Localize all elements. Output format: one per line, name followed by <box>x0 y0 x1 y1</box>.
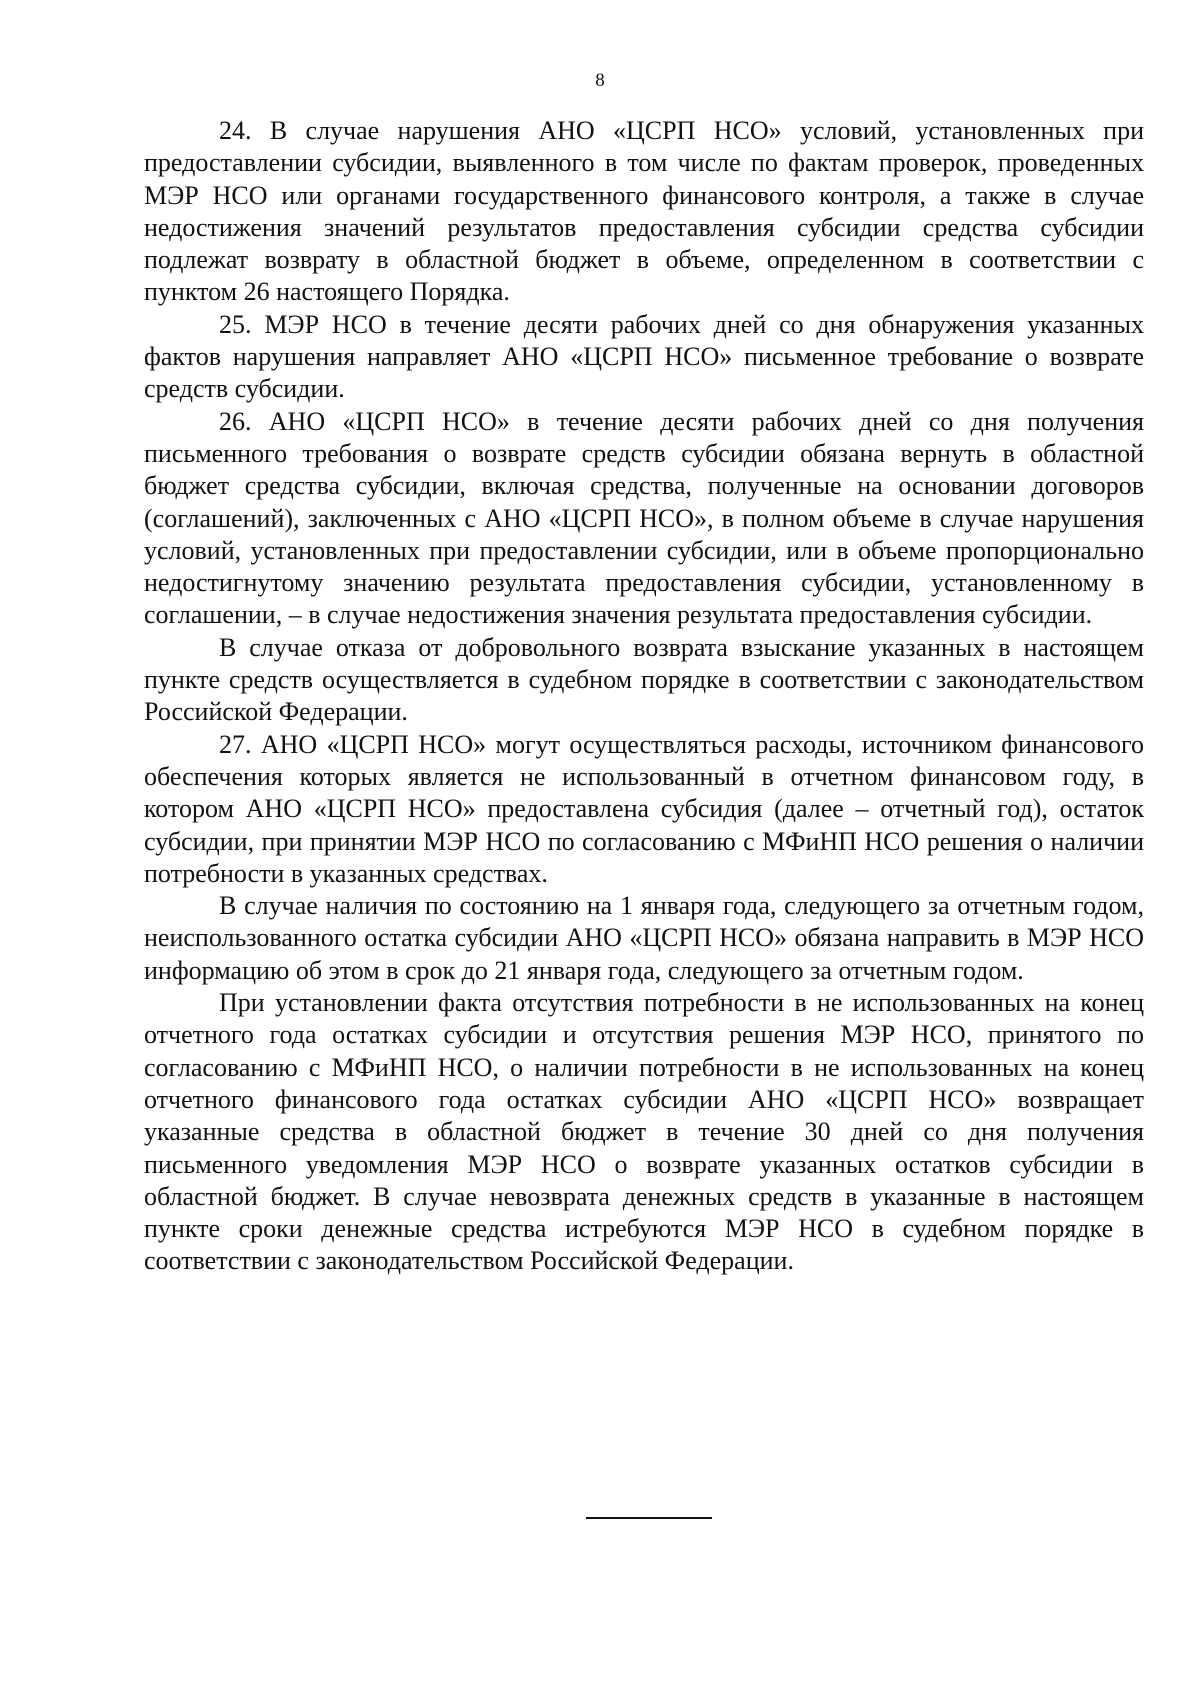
page-number: 8 <box>595 70 605 91</box>
document-body <box>144 115 1144 1278</box>
paragraph-25: 25. МЭР НСО в течение десяти рабочих дней со дня обнаружения указанных фактов нарушения направляет АНО «ЦСРП НСО» письменное требование о возврате средств субсидии. <box>144 309 1144 404</box>
paragraph-26-refusal: В случае отказа от добровольного возврата взыскание указанных в настоящем пункте средств осуществляется в судебном порядке в соответствии с законодательством Российской Федерации. <box>144 632 1144 727</box>
paragraph-26: 26. АНО «ЦСРП НСО» в течение десяти рабочих дней со дня получения письменного требования о возврате средств субсидии обязана вернуть в областной бюджет средства субсидии, включая средства, полученные на основании договоров (соглашений), заключенных с АНО «ЦСРП НСО», в полном объеме в случае нарушения условий, установленных при предоставлении субсидии, или в объеме пропорционально недостигнутому значению результата предоставления субсидии, установленному в соглашении, – в случае недостижения значения результата предоставления субсидии. <box>144 406 1144 630</box>
paragraph-27-unused-balance: В случае наличия по состоянию на 1 января года, следующего за отчетным годом, неиспользованного остатка субсидии АНО «ЦСРП НСО» обязана направить в МЭР НСО информацию об этом в срок до 21 января года, следующего за отчетным годом. <box>144 891 1144 985</box>
paragraph-24: 24. В случае нарушения АНО «ЦСРП НСО» условий, установленных при предоставлении субсидии, выявленного в том числе по фактам проверок, проведенных МЭР НСО или органами государственного финансового контроля, а также в случае недостижения значений результатов предоставления субсидии средства субсидии подлежат возврату в областной бюджет в объеме, определенном в соответствии с пунктом 26 настоящего Порядка. <box>144 116 1144 307</box>
paragraph-27: 27. АНО «ЦСРП НСО» могут осуществляться расходы, источником финансового обеспечения которых является не использованный в отчетном финансовом году, в котором АНО «ЦСРП НСО» предоставлена субсидия (далее – отчетный год), остаток субсидии, при принятии МЭР НСО по согласованию с МФиНП НСО решения о наличии потребности в указанных средствах. <box>144 729 1144 888</box>
end-of-document-rule <box>586 1517 712 1519</box>
paragraph-27-return: При установлении факта отсутствия потребности в не использованных на конец отчетного года остатках субсидии и отсутствия решения МЭР НСО, принятого по согласованию с МФиНП НСО, о наличии потребности в не использованных на конец отчетного финансового года остатках субсидии АНО «ЦСРП НСО» возвращает указанные средства в областной бюджет в течение 30 дней со дня получения письменного уведомления МЭР НСО о возврате указанных остатков субсидии в областной бюджет. В случае невозврата денежных средств в указанные в настоящем пункте сроки денежные средства истребуются МЭР НСО в судебном порядке в соответствии с законодательством Российской Федерации. <box>144 988 1144 1276</box>
